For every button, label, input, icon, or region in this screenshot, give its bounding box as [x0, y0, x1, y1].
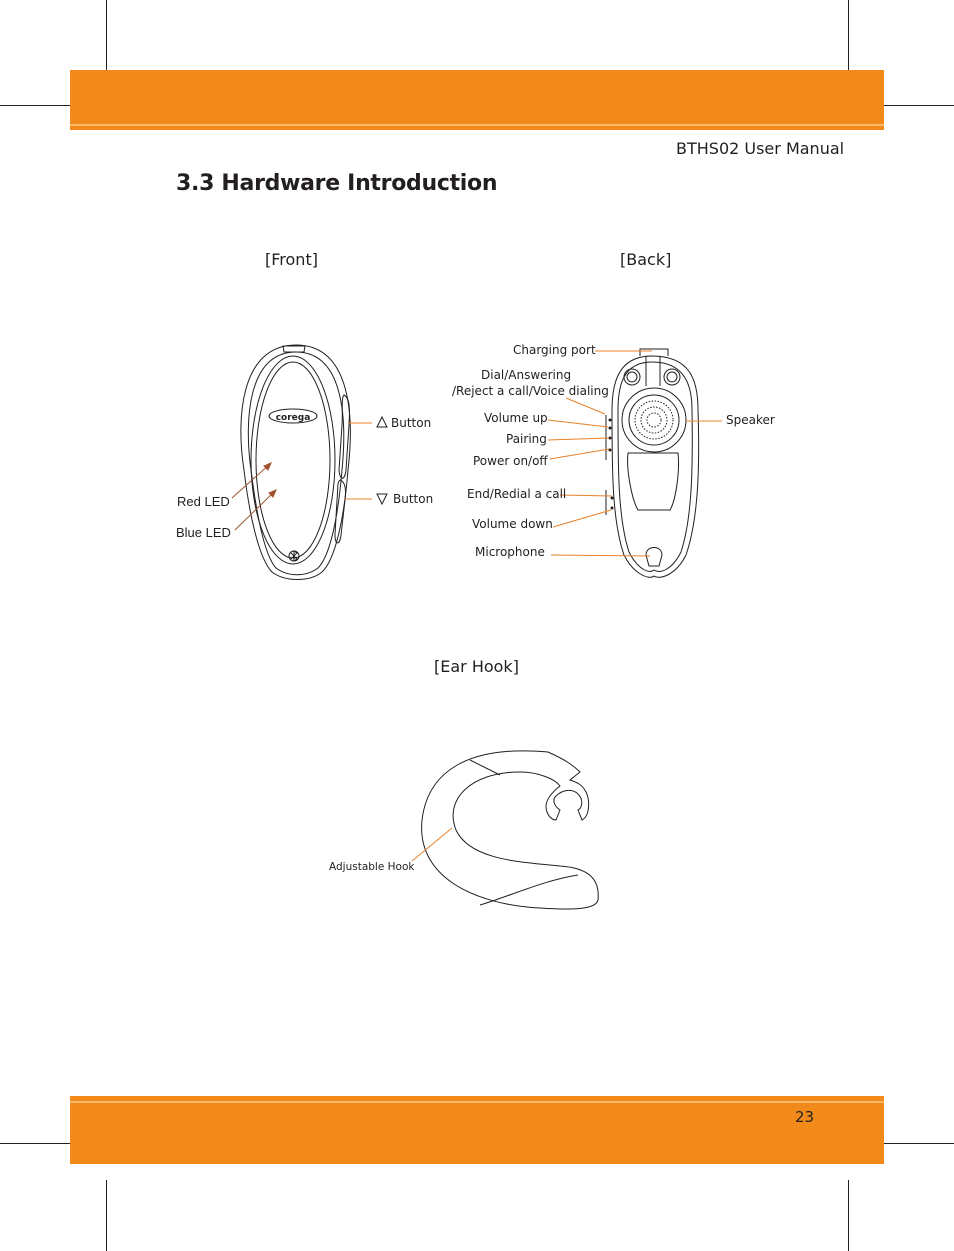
end-redial-label: End/Redial a call [467, 487, 567, 501]
pairing-label: Pairing [506, 432, 547, 446]
speaker-label: Speaker [726, 413, 775, 427]
triangle-up-icon [377, 417, 387, 427]
triangle-down-icon [377, 494, 387, 504]
ear-hook [422, 751, 599, 909]
volume-up-label: Volume up [484, 411, 548, 425]
adjustable-hook-label: Adjustable Hook [329, 861, 415, 873]
front-device [241, 345, 350, 580]
hook-leader [412, 828, 452, 861]
page-number: 23 [795, 1108, 815, 1126]
front-label: [Front] [265, 250, 318, 269]
blue-led-label: Blue LED [176, 525, 231, 540]
red-led-label: Red LED [177, 494, 230, 509]
reject-call-label: /Reject a call/Voice dialing [452, 384, 609, 398]
svg-text:corega: corega [275, 413, 311, 423]
up-button-label: Button [391, 416, 432, 430]
power-label: Power on/off [473, 454, 548, 468]
microphone-label: Microphone [475, 545, 545, 559]
charging-port-label: Charging port [513, 343, 596, 357]
corega-logo [269, 409, 317, 423]
down-button-label: Button [393, 492, 434, 506]
ear-hook-label: [Ear Hook] [434, 657, 519, 676]
manual-title: BTHS02 User Manual [676, 139, 845, 158]
page-title: 3.3 Hardware Introduction [176, 171, 498, 196]
volume-down-label: Volume down [472, 517, 553, 531]
bluetooth-icon [289, 551, 299, 561]
back-device [606, 349, 699, 577]
dial-answering-label: Dial/Answering [481, 368, 572, 382]
back-label: [Back] [620, 250, 672, 269]
